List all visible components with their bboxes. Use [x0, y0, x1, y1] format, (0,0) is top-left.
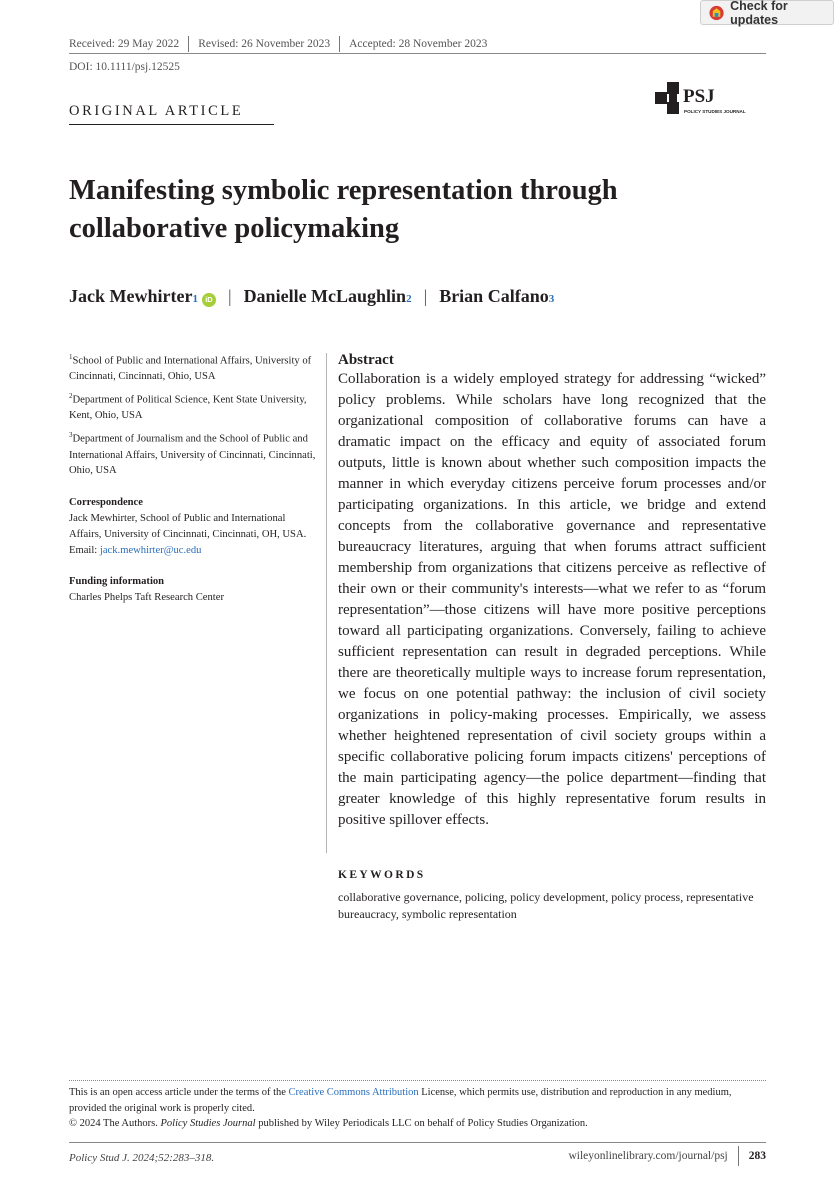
email-link[interactable]: jack.mewhirter@uc.edu: [99, 544, 202, 556]
doi[interactable]: DOI: 10.1111/psj.12525: [69, 61, 180, 73]
article-type-underline: [69, 124, 274, 125]
author-name[interactable]: Jack Mewhirter: [69, 286, 193, 306]
author-affiliation-marker[interactable]: 3: [548, 293, 555, 305]
header-divider: [69, 53, 766, 54]
cc-license-link[interactable]: Creative Commons Attribution: [288, 1087, 419, 1098]
license-notice: This is an open access article under the terms of the Creative Commons Attribution License, which permits use, distribution and reproduction in any medium, provided the original work is properly cited. © 2024 The Authors. Policy Studies Journal published by Wiley Periodicals LLC on behalf of Policy Studies Organization.: [69, 1085, 769, 1132]
abstract-heading: Abstract: [338, 352, 394, 368]
check-for-updates-label: Check for updates: [730, 0, 788, 27]
date-separator: [339, 36, 340, 52]
article-title: Manifesting symbolic representation through collaborative policymaking: [69, 175, 618, 244]
journal-logo-abbr: PSJ: [683, 86, 715, 107]
author-separator: |: [423, 286, 428, 306]
license-divider: [69, 1080, 766, 1081]
funding-text: Charles Phelps Taft Research Center: [69, 592, 224, 604]
received-date: Received: 29 May 2022: [69, 38, 180, 50]
abstract: [338, 352, 766, 831]
author-list: [69, 286, 554, 307]
journal-logo: [655, 82, 767, 116]
orcid-icon[interactable]: iD: [202, 293, 216, 307]
author-name[interactable]: Brian Calfano: [439, 286, 549, 306]
footer-right: [568, 1146, 766, 1166]
affiliation: $^2$Department of Political Science, Kent State University, Kent, Ohio, USA: [69, 392, 307, 422]
correspondence-email-line: Email: jack.mewhirter@uc.edu: [69, 544, 202, 556]
check-for-updates-button[interactable]: [700, 0, 834, 25]
funding-heading: Funding information: [69, 576, 165, 588]
revised-date: Revised: 26 November 2023: [198, 38, 331, 50]
affiliation: $^1$School of Public and International Affairs, University of Cincinnati, Cincinnati, Ohio, USA: [69, 353, 312, 383]
keywords-heading: KEYWORDS: [338, 869, 426, 881]
keywords-list: collaborative governance, policing, policy development, policy process, representative bureaucracy, symbolic representation: [338, 890, 754, 921]
journal-citation: Policy Stud J. 2024;52:283–318.: [69, 1152, 215, 1164]
author-separator: |: [227, 286, 232, 306]
author-affiliation-marker[interactable]: 1: [192, 293, 198, 305]
copyright-line: © 2024 The Authors. Policy Studies Journal published by Wiley Periodicals LLC on behalf of Policy Studies Organization.: [69, 1118, 588, 1129]
footer-separator: [738, 1146, 739, 1166]
journal-url[interactable]: wileyonlinelibrary.com/journal/psj: [568, 1150, 728, 1162]
article-dates: [69, 36, 487, 52]
date-separator: [188, 36, 189, 52]
correspondence-text: Jack Mewhirter, School of Public and International Affairs, University of Cincinnati, Cincinnati, OH, USA.: [69, 512, 307, 540]
author-name[interactable]: Danielle McLaughlin: [243, 286, 407, 306]
accepted-date: Accepted: 28 November 2023: [349, 38, 488, 50]
page-number: 283: [748, 1150, 766, 1162]
abstract-divider: [326, 353, 327, 853]
article-type: ORIGINAL ARTICLE: [69, 103, 244, 119]
journal-logo-name: POLICY STUDIES JOURNAL: [684, 109, 746, 114]
footer-divider: [69, 1142, 766, 1143]
abstract-text: Collaboration is a widely employed strategy for addressing “wicked” policy problems. While scholars have long recognized that the organizational composition of collaborative forums can have a dramatic impact on the efficacy and equity of associated forum outputs, little is known about whether such composition impacts the manner in which everyday citizens perceive forum processes and/or participating organizations. In this article, we bridge and extend concepts from the collaborative governance and representative bureaucracy literatures, arguing that when forums attract sufficient membership from organizations that citizens perceive as reflective of their own or their community's interests—what we refer to as “forum representation”—those citizens will have more positive perceptions toward all participating organizations. Conversely, failing to achieve sufficient representation can result in degraded perceptions. While there are theoretically multiple ways to increase forum representation, we focus on one potential pathway: the inclusion of civil society organizations in policy-making processes. Empirically, we assess whether heightened representation of civil society groups within a specific collaborative policing forum impacts citizens' perceptions of the main participating agency—the police department—finding that greater knowledge of this highly representative forum results in positive spillover effects.: [338, 371, 766, 828]
correspondence-heading: Correspondence: [69, 497, 143, 509]
check-for-updates-icon: [709, 5, 724, 21]
author-affiliation-marker[interactable]: 2: [406, 293, 412, 305]
article-info-sidebar: [69, 350, 319, 606]
affiliation: $^3$Department of Journalism and the School of Public and International Affairs, University of Cincinnati, Cincinnati, Ohio, USA: [69, 431, 316, 477]
